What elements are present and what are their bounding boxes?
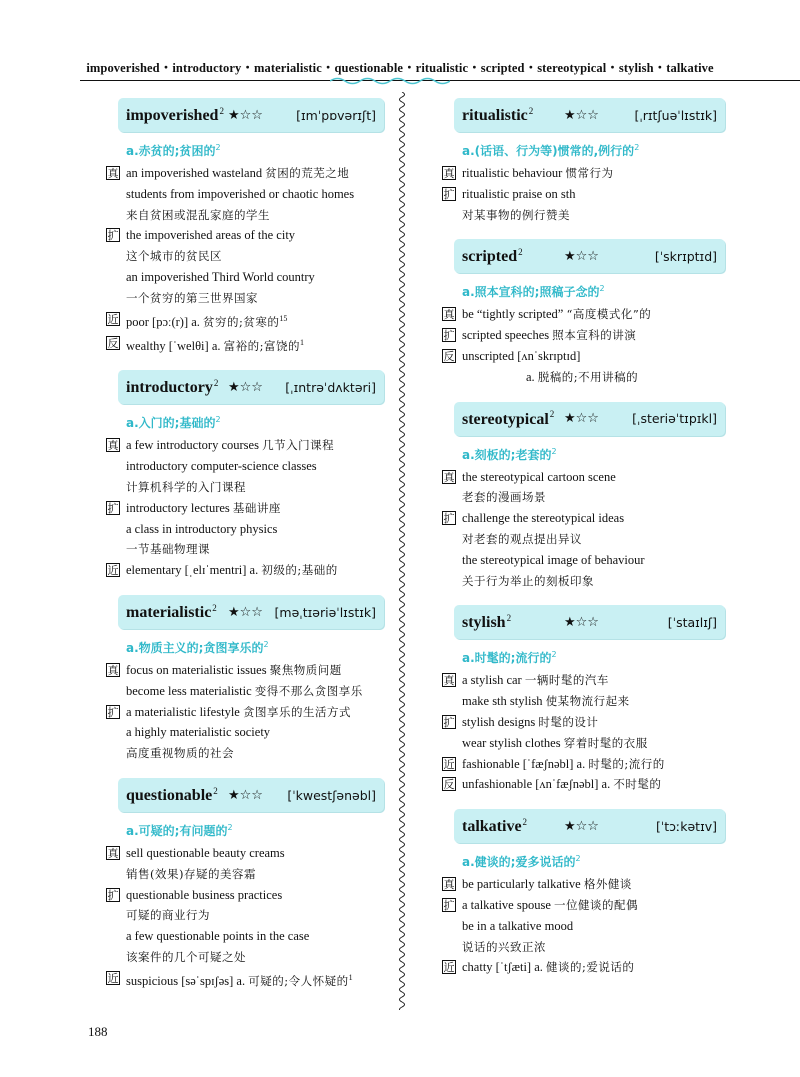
star-rating: ★☆☆ xyxy=(228,604,263,620)
tag-box-近: 近 xyxy=(443,757,455,771)
english-text: introductory lectures xyxy=(126,500,230,515)
english-text: questionable business practices xyxy=(126,887,283,902)
headword-box xyxy=(454,402,725,436)
example-line xyxy=(104,968,384,992)
phonetic: [ɪmˈpɒvərɪʃt] xyxy=(296,107,376,123)
star-rating: ★☆☆ xyxy=(228,107,263,123)
phonetic: [ˈskrɪptɪd] xyxy=(654,248,717,264)
english-text: sell questionable beauty creams xyxy=(126,846,285,861)
star-rating: ★☆☆ xyxy=(564,614,599,630)
entry-questionable xyxy=(104,778,384,992)
headword-wrap xyxy=(462,246,523,266)
chinese-text: 一辆时髦的汽车 xyxy=(524,673,609,688)
example-line xyxy=(440,571,725,592)
example-line xyxy=(440,529,725,550)
example-line xyxy=(440,467,725,488)
definition-text: a.(话语、行为等)惯常的,例行的 xyxy=(462,144,635,158)
tag-box-扩: 扩 xyxy=(443,512,455,526)
example-line xyxy=(440,874,725,895)
english-text: unscripted [ʌnˈskrɪptɪd] xyxy=(462,348,581,363)
example-line xyxy=(440,670,725,691)
chinese-text: 说话的兴致正浓 xyxy=(462,939,546,954)
chinese-text: 惯常行为 xyxy=(565,166,614,180)
chinese-text: 格外健谈 xyxy=(583,877,632,892)
chinese-text: 富裕的;富饶的 xyxy=(223,338,300,353)
example-line xyxy=(104,477,384,498)
example-line xyxy=(104,309,384,333)
chinese-text: 时髦的设计 xyxy=(538,714,599,729)
definition-sup: 2 xyxy=(215,143,221,152)
english-text: an impoverished Third World country xyxy=(126,269,315,284)
example-line xyxy=(440,487,725,508)
tag-box-扩: 扩 xyxy=(107,705,119,719)
chinese-text: 时髦的;流行的 xyxy=(588,756,665,771)
definition-sup: 2 xyxy=(575,854,581,864)
definition xyxy=(462,649,725,666)
headword-wrap xyxy=(126,602,217,622)
example-line xyxy=(440,325,725,346)
chinese-text: 高度重视物质的社会 xyxy=(126,746,234,761)
example-line xyxy=(104,743,384,764)
headword: materialistic xyxy=(126,604,212,622)
definition-text: a.入门的;基础的 xyxy=(126,416,216,431)
star-rating: ★☆☆ xyxy=(564,107,599,123)
english-text: be “tightly scripted” xyxy=(462,307,564,322)
english-text: be particularly talkative xyxy=(462,877,581,892)
chinese-text: 一个贫穷的第三世界国家 xyxy=(126,290,258,305)
english-text: ritualistic behaviour xyxy=(462,166,563,180)
headword-box xyxy=(118,595,384,629)
definition-text: a.可疑的;有问题的 xyxy=(126,824,228,839)
example-line xyxy=(104,681,384,702)
tag-box-扩: 扩 xyxy=(107,229,119,243)
headword: impoverished xyxy=(126,107,219,124)
chinese-text: 来自贫困或混乱家庭的学生 xyxy=(126,207,270,222)
chinese-text: 健谈的;爱说话的 xyxy=(546,960,635,975)
definition-sup: 2 xyxy=(634,143,640,152)
tag-box-真: 真 xyxy=(443,878,455,892)
example-line xyxy=(104,702,384,723)
example-line xyxy=(104,288,384,309)
example-line xyxy=(440,184,725,205)
english-text: a. xyxy=(526,369,535,384)
headword-wrap xyxy=(126,785,218,805)
entry-ritualistic xyxy=(440,98,725,225)
phonetic: [məˌtɪəriəˈlɪstɪk] xyxy=(274,604,376,620)
example-line xyxy=(440,774,725,795)
example-line xyxy=(104,184,384,205)
headword: questionable xyxy=(126,787,213,805)
tag-box-真: 真 xyxy=(443,674,455,688)
chinese-text: 老套的漫画场景 xyxy=(462,490,546,505)
chinese-text: 照本宣科的讲演 xyxy=(552,328,637,343)
definition xyxy=(126,414,384,431)
chinese-text: 使某物流行起来 xyxy=(545,694,630,709)
example-line xyxy=(104,560,384,581)
definition-text: a.物质主义的;贪图享乐的 xyxy=(126,641,264,656)
chinese-text: 销售(效果)存疑的美容霜 xyxy=(126,866,256,881)
english-text: fashionable [ˈfæʃnəbl] a. xyxy=(462,756,586,771)
example-line xyxy=(104,205,384,226)
tag-box-真: 真 xyxy=(443,470,455,484)
tag-box-真: 真 xyxy=(443,308,455,322)
example-line xyxy=(104,885,384,906)
headword-box xyxy=(454,239,725,273)
example-line xyxy=(440,346,725,367)
entry-stereotypical xyxy=(440,402,725,592)
chinese-text: 基础讲座 xyxy=(232,500,281,515)
entry-stylish xyxy=(440,605,725,795)
headword: stylish xyxy=(462,614,506,632)
definition xyxy=(462,853,725,870)
tag-box-扩: 扩 xyxy=(443,187,455,201)
tag-box-真: 真 xyxy=(107,439,119,453)
headword-wrap xyxy=(462,409,554,429)
example-line xyxy=(440,691,725,712)
page-number: 188 xyxy=(88,1024,108,1039)
tag-box-反: 反 xyxy=(107,336,119,350)
english-text: become less materialistic xyxy=(126,683,252,698)
english-text: a talkative spouse xyxy=(462,897,551,912)
entry-materialistic xyxy=(104,595,384,764)
definition-sup: 2 xyxy=(599,284,605,294)
example-line xyxy=(104,246,384,267)
example-line xyxy=(104,225,384,246)
tag-box-反: 反 xyxy=(443,778,455,792)
column-divider xyxy=(395,92,409,1010)
example-line xyxy=(104,843,384,864)
example-line xyxy=(104,722,384,743)
english-text: elementary [ˌelɪˈmentri] a. xyxy=(126,563,259,578)
tag-box-扩: 扩 xyxy=(443,898,455,912)
headword-wrap xyxy=(462,816,527,836)
example-line xyxy=(104,519,384,540)
headword: talkative xyxy=(462,818,522,836)
tag-box-近: 近 xyxy=(443,961,455,975)
frequency-sup: 2 xyxy=(528,105,534,116)
english-text: challenge the stereotypical ideas xyxy=(462,511,625,526)
example-line xyxy=(440,550,725,571)
definition xyxy=(126,822,384,839)
example-line xyxy=(440,957,725,978)
definition-text: a.刻板的;老套的 xyxy=(462,447,552,462)
phonetic: [ˌsteriəˈtɪpɪkl] xyxy=(632,411,717,427)
chinese-text: 可疑的商业行为 xyxy=(126,908,210,923)
english-text: the stereotypical image of behaviour xyxy=(462,552,645,567)
english-text: make sth stylish xyxy=(462,694,543,709)
headword-box xyxy=(118,778,384,812)
chinese-text: 该案件的几个可疑之处 xyxy=(126,950,246,965)
example-line xyxy=(440,367,725,388)
english-text: a materialistic lifestyle xyxy=(126,704,240,719)
chinese-text: 变得不那么贪图享乐 xyxy=(254,683,363,698)
tag-box-真: 真 xyxy=(443,167,455,180)
example-line xyxy=(440,712,725,733)
chinese-text: 一位健谈的配偶 xyxy=(554,897,638,912)
frequency-sup: 2 xyxy=(213,378,219,389)
english-text: scripted speeches xyxy=(462,328,550,343)
example-line xyxy=(104,926,384,947)
header-wave-ornament xyxy=(330,76,450,86)
headword: ritualistic xyxy=(462,107,528,124)
tag-box-扩: 扩 xyxy=(107,501,119,515)
star-rating: ★☆☆ xyxy=(564,248,599,264)
definition xyxy=(126,639,384,656)
headword-box xyxy=(118,370,384,404)
chinese-text: 穿着时髦的衣服 xyxy=(563,735,648,750)
chinese-text: 贫困的荒芜之地 xyxy=(265,166,350,180)
tag-box-扩: 扩 xyxy=(443,715,455,729)
definition xyxy=(462,446,725,463)
english-text: a highly materialistic society xyxy=(126,725,271,740)
example-line xyxy=(440,304,725,325)
headword: introductory xyxy=(126,379,213,397)
english-text: an impoverished wasteland xyxy=(126,166,263,180)
tag-box-近: 近 xyxy=(107,312,119,326)
headword-wrap xyxy=(462,105,533,125)
phonetic: [ˈkwestʃənəbl] xyxy=(287,787,376,803)
example-line xyxy=(440,895,725,916)
star-rating: ★☆☆ xyxy=(228,379,263,395)
headword-wrap xyxy=(126,105,224,125)
chinese-text: 贪图享乐的生活方式 xyxy=(242,704,351,719)
frequency-sup: 1 xyxy=(348,972,353,982)
definition-text: a.时髦的;流行的 xyxy=(462,651,552,666)
chinese-text: 几节入门课程 xyxy=(262,438,335,453)
headword: scripted xyxy=(462,248,518,266)
definition xyxy=(462,283,725,300)
headword-wrap xyxy=(126,377,218,397)
definition-text: a.健谈的;爱多说话的 xyxy=(462,855,576,870)
english-text: a few questionable points in the case xyxy=(126,929,310,944)
entry-impoverished xyxy=(104,98,384,356)
frequency-sup: 15 xyxy=(279,313,288,323)
definition-text: a.照本宣科的;照稿子念的 xyxy=(462,285,600,300)
running-header: impoverished・introductory・materialistic・questionable・ritualistic・scripted・stereotypical・stylish・talkative xyxy=(86,61,714,75)
tag-box-扩: 扩 xyxy=(443,329,455,343)
english-text: a few introductory courses xyxy=(126,438,259,453)
phonetic: [ˌrɪtʃuəˈlɪstɪk] xyxy=(634,107,717,123)
english-text: poor [pɔː(r)] a. xyxy=(126,314,200,329)
example-line xyxy=(104,163,384,184)
headword-box xyxy=(454,605,725,639)
definition xyxy=(462,142,725,159)
star-rating: ★☆☆ xyxy=(228,787,263,803)
chinese-text: 计算机科学的入门课程 xyxy=(126,480,246,495)
english-text: a stylish car xyxy=(462,673,522,688)
star-rating: ★☆☆ xyxy=(564,411,599,427)
example-line xyxy=(104,435,384,456)
star-rating: ★☆☆ xyxy=(564,818,599,834)
phonetic: [ˈtɔːkətɪv] xyxy=(655,818,717,834)
definition-sup: 2 xyxy=(227,823,233,833)
example-line xyxy=(104,905,384,926)
example-line xyxy=(440,916,725,937)
definition-sup: 2 xyxy=(551,650,557,660)
right-column xyxy=(440,98,725,978)
example-line xyxy=(440,754,725,775)
tag-box-近: 近 xyxy=(107,971,119,985)
frequency-sup: 2 xyxy=(549,409,555,420)
definition xyxy=(126,142,384,159)
chinese-text: 脱稿的;不用讲稿的 xyxy=(537,369,639,384)
example-line xyxy=(440,163,725,184)
example-line xyxy=(440,733,725,754)
chinese-text: 贫穷的;贫寒的 xyxy=(203,314,280,329)
example-line xyxy=(440,205,725,226)
example-line xyxy=(440,937,725,958)
english-text: focus on materialistic issues xyxy=(126,663,267,678)
tag-box-真: 真 xyxy=(107,167,119,180)
phonetic: [ˌɪntrəˈdʌktəri] xyxy=(285,379,376,395)
definition-sup: 2 xyxy=(215,415,221,425)
example-line xyxy=(104,498,384,519)
english-text: the impoverished areas of the city xyxy=(126,228,296,243)
example-line xyxy=(104,456,384,477)
chinese-text: 初级的;基础的 xyxy=(261,563,338,578)
english-text: a class in introductory physics xyxy=(126,521,278,536)
frequency-sup: 1 xyxy=(300,337,304,347)
chinese-text: 对某事物的例行赞美 xyxy=(462,207,570,222)
definition-text: a.赤贫的;贫困的 xyxy=(126,144,216,158)
example-line xyxy=(104,864,384,885)
tag-box-近: 近 xyxy=(107,564,119,578)
english-text: wealthy [ˈwelθi] a. xyxy=(126,338,221,353)
english-text: wear stylish clothes xyxy=(462,735,561,750)
frequency-sup: 2 xyxy=(506,613,512,624)
chinese-text: 一节基础物理课 xyxy=(126,542,210,557)
definition-sup: 2 xyxy=(551,446,557,456)
example-line xyxy=(104,333,384,357)
headword-box xyxy=(454,98,725,132)
chinese-text: 可疑的;令人怀疑的 xyxy=(248,973,349,988)
frequency-sup: 2 xyxy=(518,247,523,258)
frequency-sup: 2 xyxy=(212,602,217,613)
english-text: students from impoverished or chaotic homes xyxy=(126,186,355,201)
english-text: introductory computer-science classes xyxy=(126,459,317,474)
english-text: be in a talkative mood xyxy=(462,918,574,933)
frequency-sup: 2 xyxy=(213,785,218,796)
example-line xyxy=(104,947,384,968)
english-text: stylish designs xyxy=(462,714,536,729)
tag-box-真: 真 xyxy=(107,664,119,678)
english-text: the stereotypical cartoon scene xyxy=(462,469,616,484)
chinese-text: 聚焦物质问题 xyxy=(269,663,342,678)
left-column xyxy=(104,98,384,1006)
entry-introductory xyxy=(104,370,384,581)
phonetic: [ˈstaɪlɪʃ] xyxy=(667,614,717,630)
chinese-text: 不时髦的 xyxy=(613,777,662,792)
chinese-text: 对老套的观点提出异议 xyxy=(462,531,582,546)
definition-sup: 2 xyxy=(263,640,269,650)
chinese-text: 这个城市的贫民区 xyxy=(126,249,222,264)
headword-box xyxy=(454,809,725,843)
example-line xyxy=(104,539,384,560)
english-text: suspicious [səˈspɪʃəs] a. xyxy=(126,973,246,988)
frequency-sup: 2 xyxy=(219,105,224,116)
english-text: ritualistic praise on sth xyxy=(462,186,576,201)
headword: stereotypical xyxy=(462,410,549,428)
headword-wrap xyxy=(462,612,511,632)
example-line xyxy=(104,660,384,681)
example-line xyxy=(440,508,725,529)
chinese-text: “高度模式化”的 xyxy=(566,307,652,322)
entry-talkative xyxy=(440,809,725,978)
entry-scripted xyxy=(440,239,725,387)
chinese-text: 关于行为举止的刻板印象 xyxy=(462,573,594,588)
headword-box xyxy=(118,98,384,132)
english-text: unfashionable [ʌnˈfæʃnəbl] a. xyxy=(462,777,611,792)
tag-box-真: 真 xyxy=(107,847,119,861)
frequency-sup: 2 xyxy=(522,816,528,827)
tag-box-扩: 扩 xyxy=(107,888,119,902)
english-text: chatty [ˈtʃæti] a. xyxy=(462,960,543,975)
example-line xyxy=(104,267,384,288)
tag-box-反: 反 xyxy=(443,349,455,363)
